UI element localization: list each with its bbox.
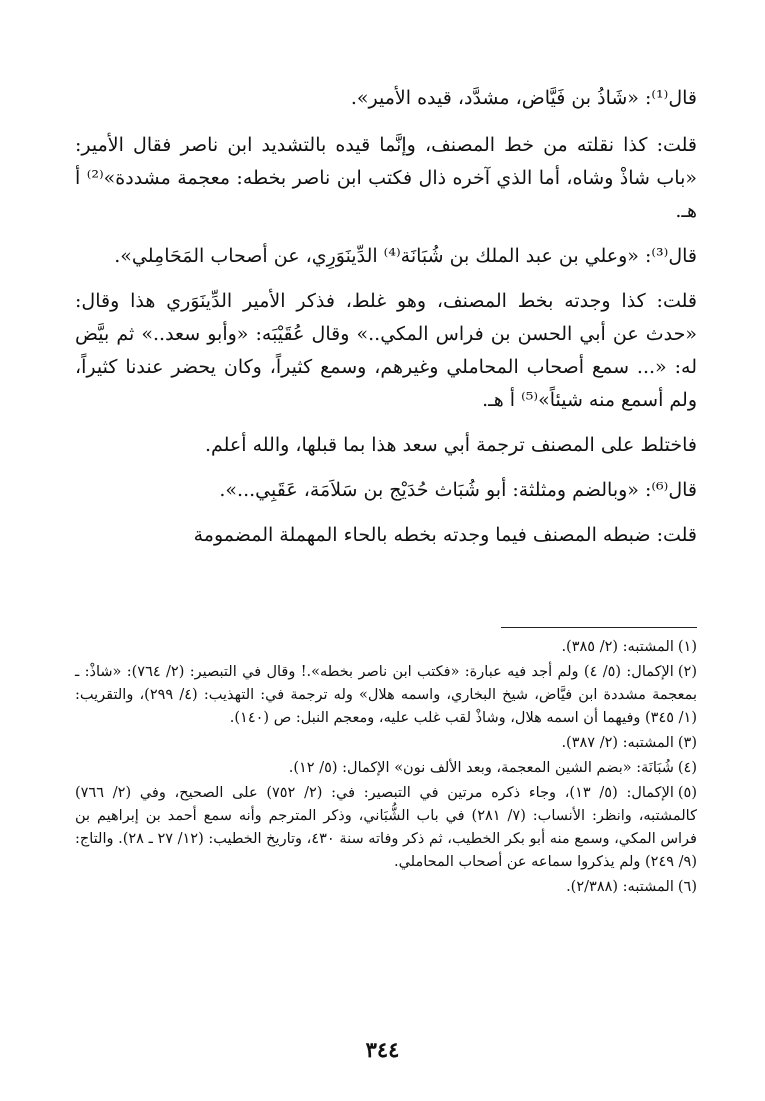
footnote-text: شُبَانَة: «بضم الشين المعجمة، وبعد الألف نون» الإكمال: (٥/ ١٢).	[288, 760, 674, 776]
paragraph-conclusion: فاختلط على المصنف ترجمة أبي سعد هذا بما قبلها، والله أعلم.	[204, 434, 697, 456]
footnote-1	[75, 636, 697, 659]
footnote-text: الإكمال: (٥/ ٤) ولم أجد فيه عبارة: «فكتب ابن ناصر بخطه».! وقال في التبصير: (٢/ ٧٦٤): «شاذْ: ـ بمعجمة مشددة ابن فيَّاض، شيخ البخاري، واسمه هلال» وله ترجمة في: التهذيب: (٤/ ٢٩٩)، والتقريب: (١/ ٣٤٥) وفيهما أن اسمه هلال، وشاذْ لقب غلب عليه، ومعجم النبل: ص (١٤٠).	[75, 664, 698, 726]
footnote-5	[75, 782, 697, 874]
footnote-number: (٦)	[677, 879, 697, 895]
footnote-text: المشتبه: (٢/ ٣٨٧).	[561, 735, 674, 751]
footnote-number: (٣)	[677, 735, 697, 751]
footnote-number: (٤)	[677, 760, 697, 776]
footnote-4	[75, 757, 697, 780]
paragraph-qultu-2: قلت: كذا وجدته بخط المصنف، وهو غلط، فذكر الأمير الدِّينَوَري هذا وقال: «حدث عن أبي الحسن بن فراس المكي..» وقال عُقَيْبَه: «وأبو سعد..» ثم بيَّض له: «... سمع أصحاب المحاملي وغيرهم، وسمع كثيراً، وكان يحضر عندنا كثيراً، ولم أسمع منه شيئاً»⁽⁵⁾ أ هـ.	[75, 290, 697, 411]
footnote-text: المشتبه: (٢/ ٣٨٥).	[561, 639, 674, 655]
main-text-block	[75, 82, 697, 564]
paragraph-qala-3: قال⁽³⁾: «وعلي بن عبد الملك بن شُبَانَة⁽⁴⁾ الدِّينَوَرِي، عن أصحاب المَحَامِلي».	[114, 245, 697, 267]
paragraph-qultu-1: قلت: كذا نقلته من خط المصنف، وإنَّما قيده بالتشديد ابن ناصر فقال الأمير: «باب شاذْ وشاه، أما الذي آخره ذال فكتب ابن ناصر بخطه: معجمة مشددة»⁽²⁾ أ هـ.	[75, 134, 697, 222]
footnote-number: (٥)	[677, 785, 698, 801]
paragraph-qala-6: قال⁽⁶⁾: «وبالضم ومثلثة: أبو شُبَاث حُدَيْج بن سَلاَمَة، عَقَبِي...».	[219, 479, 697, 501]
footnote-separator	[501, 627, 697, 628]
footnote-number: (٢)	[677, 664, 697, 680]
footnote-3	[75, 732, 697, 755]
footnote-2	[75, 661, 697, 730]
paragraph-qultu-3: قلت: ضبطه المصنف فيما وجدته بخطه بالحاء المهملة المضمومة	[193, 524, 697, 546]
footnote-text: المشتبه: (٢/٣٨٨).	[566, 879, 674, 895]
footnotes-block	[75, 636, 697, 901]
footnote-number: (١)	[677, 639, 697, 655]
footnote-text: الإكمال: (٥/ ١٣)، وجاء ذكره مرتين في التبصير: في: (٢/ ٧٥٢) على الصحيح، وفي (٢/ ٧٦٦) كالمشتبه، وانظر: الأنساب: (٧/ ٢٨١) في باب الشُّبَاني، وذكر المترجم وأنه سمع أحمد بن إبراهيم بن فراس المكي، وسمع منه أبو بكر الخطيب، ثم ذكر وفاته سنة ٤٣٠، وتاريخ الخطيب: (١٢/ ٢٧ ـ ٢٨). والتاج: (٩/ ٢٤٩) ولم يذكروا سماعه عن أصحاب المحاملي.	[75, 785, 697, 870]
paragraph-qala-1: قال⁽¹⁾: «شَاذُ بن فَيَّاض، مشدَّد، قيده الأمير».	[350, 87, 697, 109]
footnote-6	[75, 876, 697, 899]
page-number: ٣٤٤	[365, 1037, 400, 1062]
